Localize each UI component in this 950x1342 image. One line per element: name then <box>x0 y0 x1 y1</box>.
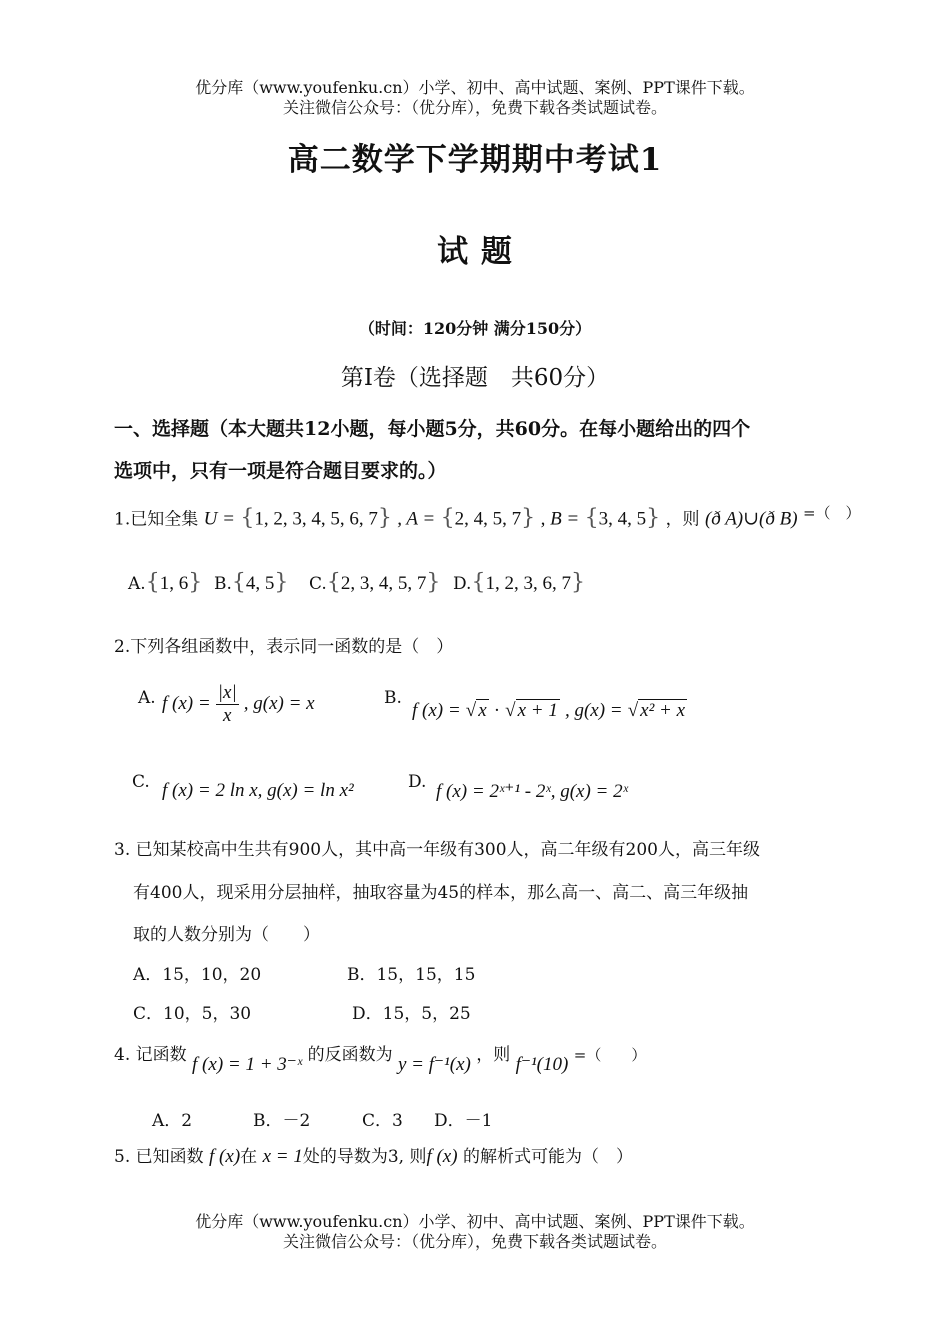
left-brace-icon: { <box>240 505 255 531</box>
sqrt-icon: √ <box>627 700 639 721</box>
option-value: 1, 2, 3, 6, 7 <box>485 573 571 594</box>
sqrt-icon: √ <box>465 700 477 721</box>
option-label: C. <box>309 574 327 594</box>
q2-b-radicand-1: x <box>478 700 487 721</box>
q2-a-f: f (x) = <box>162 693 211 714</box>
q4-then: ，则 <box>476 1045 511 1065</box>
q3-option-b: B．15，15，15 <box>347 965 476 985</box>
left-brace-icon: { <box>145 570 160 595</box>
q1-stem: 1.已知全集 <box>114 509 199 530</box>
q2-option-a-label: A. <box>138 688 156 708</box>
right-brace-icon: } <box>188 570 203 595</box>
option-label: D. <box>453 574 472 594</box>
right-brace-icon: } <box>274 570 289 595</box>
q1-expression: (ð A)∪(ð B) <box>704 508 798 530</box>
q3-option-c: C．10，5，30 <box>133 1004 252 1024</box>
q3-option-d: D．15，5，25 <box>352 1004 471 1024</box>
q1-option-c <box>309 570 440 595</box>
q4-answer-blank: =（ ） <box>573 1046 647 1064</box>
q5-end: 的解析式可能为（ ） <box>462 1147 633 1167</box>
instructions-line-1: 一、选择题（本大题共12小题，每小题5分，共60分。在每小题给出的四个 <box>114 418 751 440</box>
q2-option-c: f (x) = 2 ln x, g(x) = ln x² <box>162 780 354 801</box>
q2-option-a <box>162 682 315 727</box>
option-label: B. <box>214 574 232 594</box>
q1-universal-set: 1, 2, 3, 4, 5, 6, 7 <box>254 508 378 530</box>
q5-function-1: f (x) <box>209 1146 241 1167</box>
q1-set-a: 2, 4, 5, 7 <box>454 508 522 530</box>
q3-option-a: A．15，10，20 <box>133 965 262 985</box>
q2-option-d-label: D. <box>408 772 427 792</box>
page-subtitle: 试 题 <box>437 234 513 270</box>
q1-option-b <box>214 570 288 595</box>
page-title: 高二数学下学期期中考试1 <box>287 142 663 178</box>
q2-b-radicand-2: x + 1 <box>517 700 558 721</box>
q1-option-a <box>128 570 202 595</box>
q2-option-b-label: B. <box>384 688 402 708</box>
left-brace-icon: { <box>440 505 455 531</box>
fraction-numerator: |x| <box>217 682 237 703</box>
q4-option-c: C．3 <box>362 1111 403 1131</box>
option-value: 2, 3, 4, 5, 7 <box>340 573 427 594</box>
option-value: 1, 6 <box>159 573 189 594</box>
left-brace-icon: { <box>584 505 599 531</box>
q5-mid-2: 处的导数为3, 则 <box>302 1147 427 1167</box>
q1-set-b-label: , B = <box>540 508 580 530</box>
section-heading: 第Ⅰ卷（选择题 共60分） <box>340 365 610 391</box>
question-3-line-3: 取的人数分别为（ ） <box>133 925 320 945</box>
header-line-1: 优分库（www.youfenku.cn）小学、初中、高中试题、案例、PPT课件下载。 <box>195 78 755 97</box>
footer-line-2: 关注微信公众号：（优分库），免费下载各类试题试卷。 <box>282 1232 667 1251</box>
left-brace-icon: { <box>471 570 486 595</box>
option-value: 4, 5 <box>245 573 275 594</box>
q5-stem: 5. 已知函数 <box>114 1147 204 1167</box>
q4-option-a: A．2 <box>152 1111 193 1131</box>
right-brace-icon: } <box>521 505 536 531</box>
question-3-line-2: 有400人，现采用分层抽样，抽取容量为45的样本，那么高一、高二、高三年级抽 <box>133 883 749 903</box>
option-label: A. <box>128 574 146 594</box>
question-3-line-1: 3. 已知某校高中生共有900人，其中高一年级有300人，高二年级有200人，高三年级 <box>114 840 760 860</box>
q4-inverse: y = f⁻¹(x) <box>398 1054 471 1075</box>
q2-a-g: , g(x) = x <box>243 693 315 714</box>
q2-option-d: f (x) = 2ˣ⁺¹ - 2ˣ, g(x) = 2ˣ <box>436 781 628 802</box>
q2-option-b <box>412 700 687 722</box>
q4-option-b: B．－2 <box>253 1111 311 1131</box>
time-info: （时间：120分钟 满分150分） <box>358 319 592 338</box>
q4-option-d: D．－1 <box>434 1111 493 1131</box>
footer-line-1: 优分库（www.youfenku.cn）小学、初中、高中试题、案例、PPT课件下载。 <box>195 1212 755 1231</box>
q2-b-dot: · <box>493 700 501 721</box>
q2-b-f: f (x) = <box>412 700 461 721</box>
q2-option-c-label: C. <box>132 772 150 792</box>
q1-then: ，则 <box>665 509 700 530</box>
fraction-denominator: x <box>223 705 232 726</box>
q1-answer-blank: =（ ） <box>802 504 861 522</box>
header-line-2: 关注微信公众号：（优分库），免费下载各类试题试卷。 <box>282 98 667 117</box>
q5-x: x = 1 <box>262 1146 303 1167</box>
right-brace-icon: } <box>646 505 661 531</box>
q4-mid: 的反函数为 <box>307 1045 393 1065</box>
right-brace-icon: } <box>377 505 392 531</box>
sqrt-icon: √ <box>505 700 516 721</box>
q1-set-b: 3, 4, 5 <box>598 508 647 530</box>
q4-value: f⁻¹(10) <box>515 1054 569 1075</box>
q2-b-g: , g(x) = <box>564 700 623 721</box>
q1-set-a-label: , A = <box>397 508 436 530</box>
instructions-line-2: 选项中，只有一项是符合题目要求的。） <box>114 460 447 482</box>
q2-a-fraction <box>216 682 239 727</box>
q4-stem: 4. 记函数 <box>114 1045 187 1065</box>
right-brace-icon: } <box>426 570 441 595</box>
left-brace-icon: { <box>231 570 246 595</box>
question-5 <box>114 1142 633 1168</box>
question-2-stem: 2.下列各组函数中，表示同一函数的是（ ） <box>114 637 454 657</box>
left-brace-icon: { <box>326 570 341 595</box>
right-brace-icon: } <box>570 570 585 595</box>
question-4 <box>114 1040 647 1075</box>
q1-option-d <box>453 570 585 595</box>
q2-b-radicand-3: x² + x <box>640 700 686 721</box>
q5-function-2: f (x) <box>426 1146 458 1167</box>
q5-mid: 在 <box>240 1147 258 1167</box>
q4-function: f (x) = 1 + 3⁻ˣ <box>192 1054 303 1075</box>
question-1 <box>114 502 861 531</box>
q1-universal-set-label: U = <box>203 508 235 530</box>
